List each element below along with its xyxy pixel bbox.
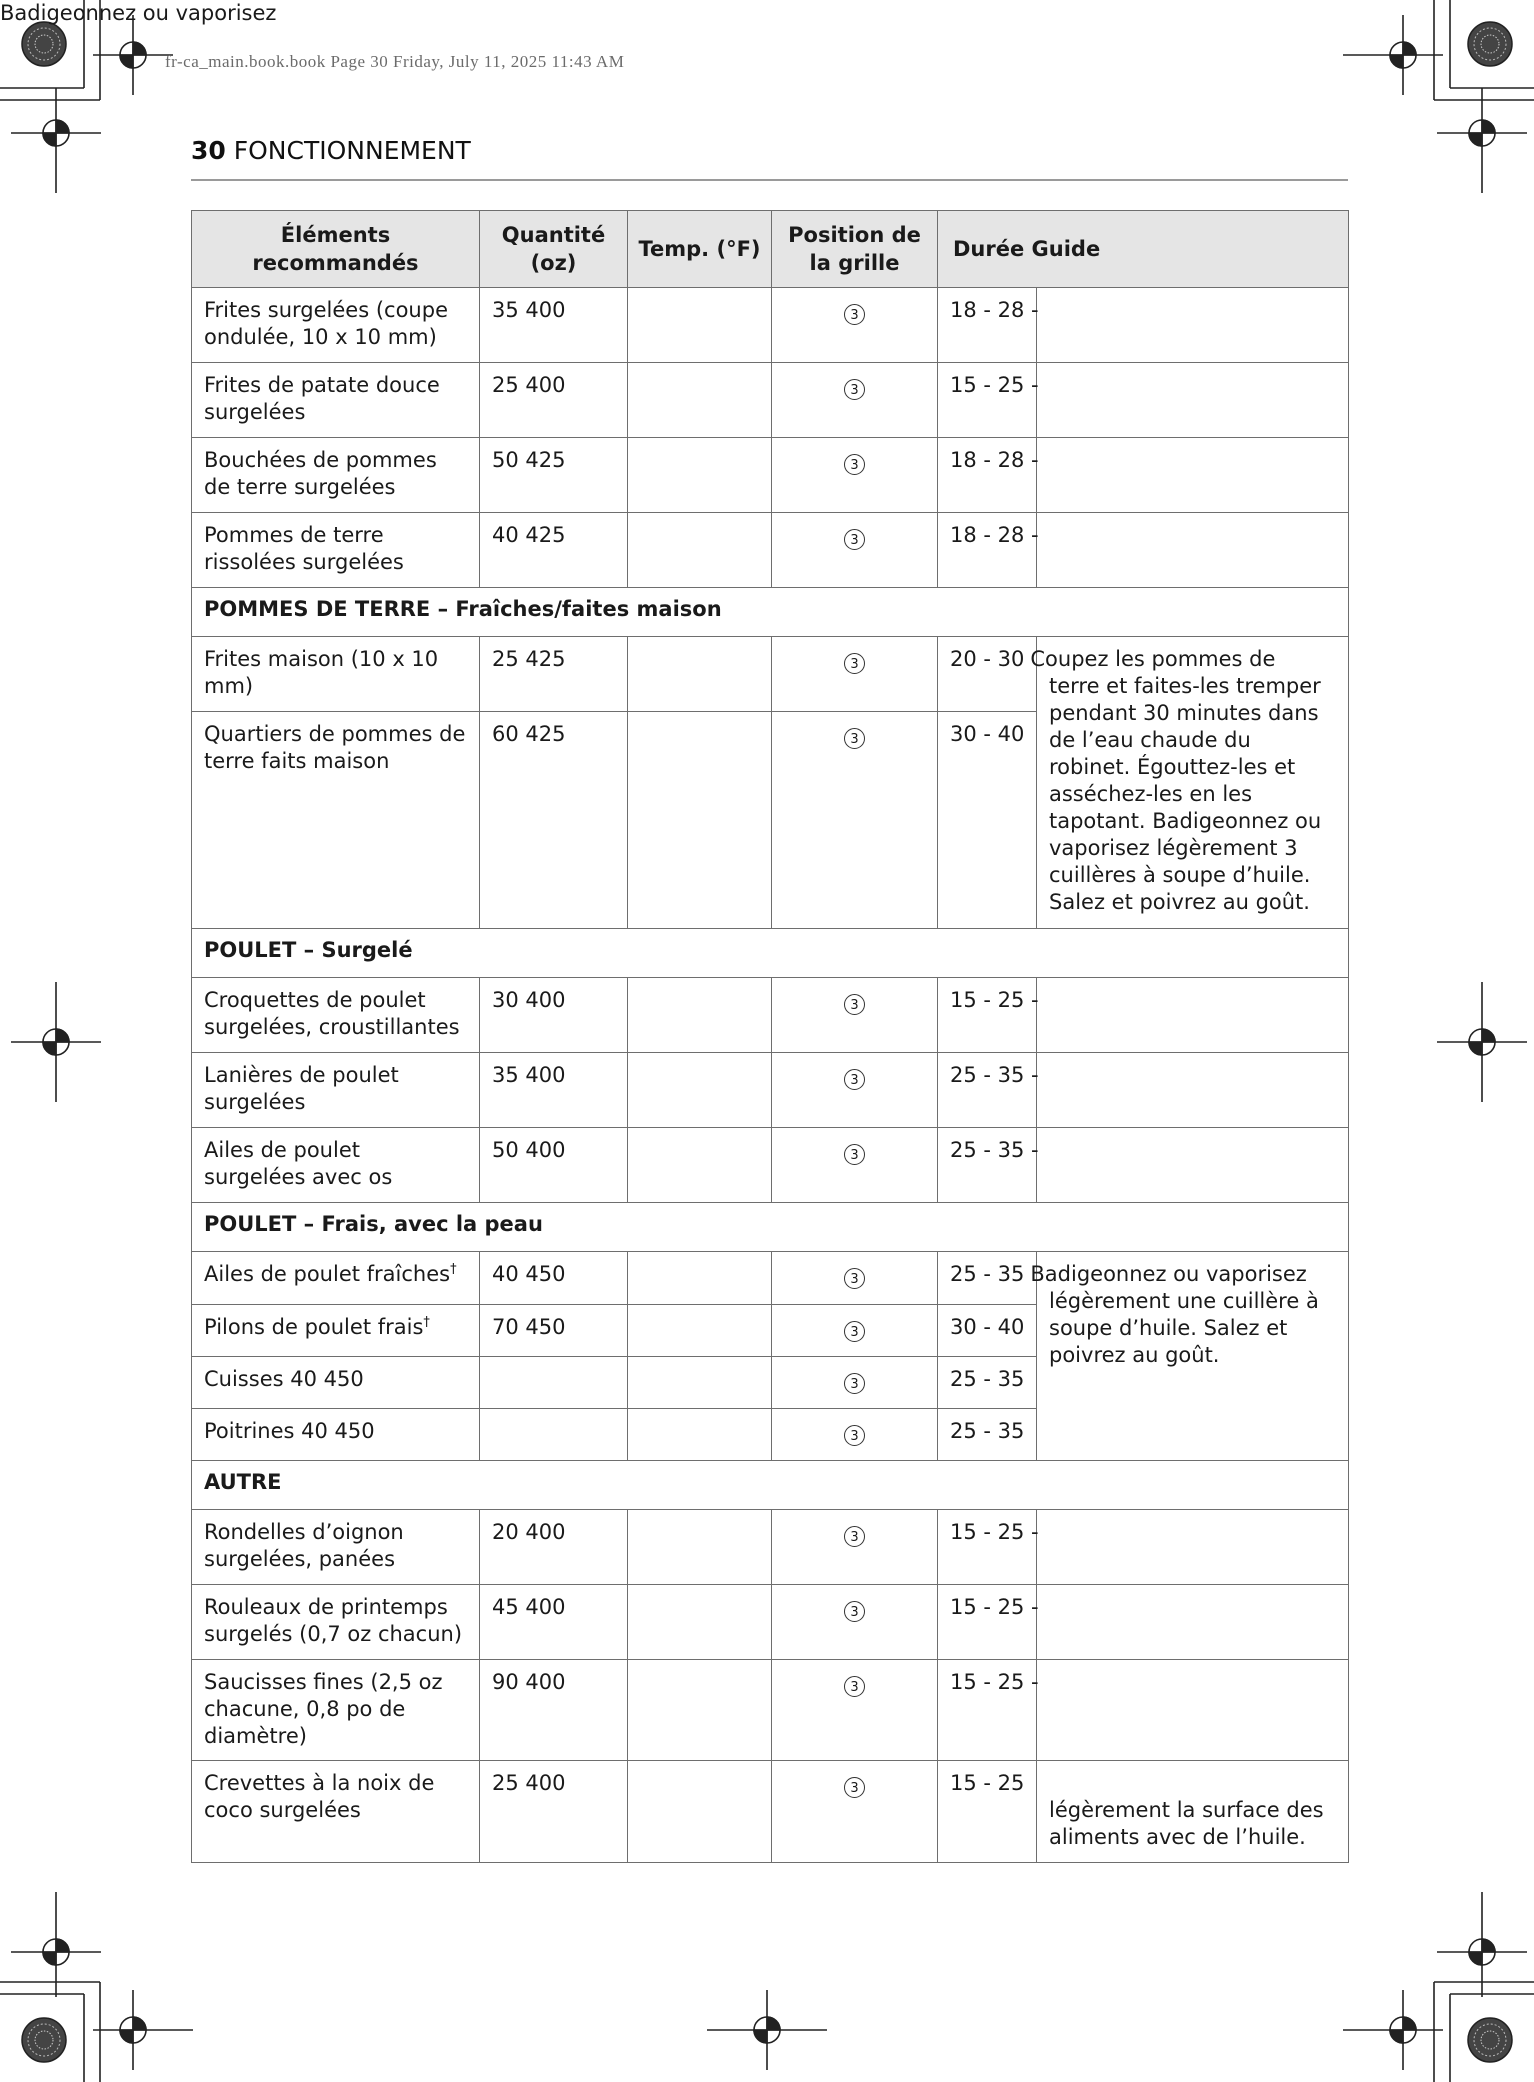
rack-position-3-icon: 3 (844, 1601, 865, 1622)
quantity-cell: 30 400 (480, 978, 628, 1053)
quantity-cell: 40 450 (480, 1252, 628, 1305)
rack-position-3-icon: 3 (844, 1425, 865, 1446)
duration-cell: 25 - 35 (938, 1252, 1037, 1305)
quantity-cell: 25 400 (480, 1761, 628, 1863)
duration-cell: 18 - 28 - (938, 438, 1037, 513)
tip-cell (1037, 1585, 1349, 1660)
rack-position-3-icon: 3 (844, 1373, 865, 1394)
tip-cell (1037, 637, 1349, 929)
category-label: POULET – Frais, avec la peau (192, 1203, 1349, 1252)
item-cell: Cuisses 40 450 (192, 1357, 480, 1409)
quantity-cell: 50 400 (480, 1128, 628, 1203)
cooking-guide-table (191, 210, 1349, 1863)
temperature-cell (628, 1252, 772, 1305)
duration-cell: 15 - 25 - (938, 1585, 1037, 1660)
temperature-cell (628, 637, 772, 712)
tip-cell (1037, 288, 1349, 363)
duration-cell: 15 - 25 - (938, 978, 1037, 1053)
temperature-cell (628, 288, 772, 363)
rack-position-cell (772, 1305, 938, 1357)
table-row (192, 978, 1349, 1053)
item-cell: Frites de patate douce surgelées (192, 363, 480, 438)
rack-position-3-icon: 3 (844, 529, 865, 550)
item-cell: Bouchées de pommes de terre surgelées (192, 438, 480, 513)
header-item: Éléments recommandés (192, 211, 480, 288)
tip-cell (1037, 1128, 1349, 1203)
duration-cell: 15 - 25 - (938, 1660, 1037, 1761)
tip-text-first-chicken: Badigeonnez ou vaporisez (1030, 1261, 1307, 1286)
quantity-cell: 90 400 (480, 1660, 628, 1761)
tip-cell (1037, 1660, 1349, 1761)
table-row (192, 1660, 1349, 1761)
table-row (192, 1128, 1349, 1203)
temperature-cell (628, 712, 772, 929)
tip-cell (1037, 438, 1349, 513)
rack-position-cell (772, 978, 938, 1053)
header-quantity: Quantité (oz) (480, 211, 628, 288)
footnote-mark: † (423, 1315, 430, 1330)
tip-text-rest: terre et faites-les tremper pendant 30 minutes dans de l’eau chaude du robinet. Égouttez-les et asséchez-les en les tapotant. Badigeonnez ou vaporisez légèrement 3 cuillères à soupe d’huile. Salez et poivrez au goût. (1049, 674, 1322, 914)
quantity-cell: 25 425 (480, 637, 628, 712)
header-temperature: Temp. (°F) (628, 211, 772, 288)
temperature-cell (628, 1128, 772, 1203)
rack-position-cell (772, 1409, 938, 1461)
tip-cell (1037, 978, 1349, 1053)
rack-position-cell (772, 637, 938, 712)
item-label: Pilons de poulet frais (204, 1315, 424, 1339)
category-row (192, 929, 1349, 978)
rack-position-cell (772, 438, 938, 513)
duration-cell: 20 - 30 (938, 637, 1037, 712)
rack-position-3-icon: 3 (844, 994, 865, 1015)
rack-position-3-icon: 3 (844, 1268, 865, 1289)
item-cell (192, 1305, 480, 1357)
rack-position-cell (772, 1761, 938, 1863)
duration-cell: 18 - 28 - (938, 288, 1037, 363)
item-cell: Crevettes à la noix de coco surgelées (192, 1761, 480, 1863)
section-title: FONCTIONNEMENT (233, 136, 471, 165)
item-cell: Saucisses fines (2,5 oz chacune, 0,8 po de diamètre) (192, 1660, 480, 1761)
rack-position-3-icon: 3 (844, 653, 865, 674)
duration-cell: 15 - 25 - (938, 363, 1037, 438)
temperature-cell (628, 1660, 772, 1761)
temperature-cell (628, 1305, 772, 1357)
table-row (192, 1053, 1349, 1128)
rack-position-3-icon: 3 (844, 1777, 865, 1798)
duration-cell: 25 - 35 - (938, 1128, 1037, 1203)
rack-position-3-icon: 3 (844, 1526, 865, 1547)
temperature-cell (628, 1510, 772, 1585)
rack-position-cell (772, 712, 938, 929)
tip-cell (1037, 1510, 1349, 1585)
category-row (192, 1461, 1349, 1510)
tip-cell (1037, 363, 1349, 438)
item-cell: Poitrines 40 450 (192, 1409, 480, 1461)
duration-cell: 15 - 25 (938, 1761, 1037, 1863)
duration-cell: 15 - 25 - (938, 1510, 1037, 1585)
rack-position-3-icon: 3 (844, 1069, 865, 1090)
item-cell: Pommes de terre rissolées surgelées (192, 513, 480, 588)
item-cell: Frites surgelées (coupe ondulée, 10 x 10 mm) (192, 288, 480, 363)
tip-text-rest: légèrement la surface des aliments avec de l’huile. (1049, 1798, 1324, 1849)
item-cell: Croquettes de poulet surgelées, croustillantes (192, 978, 480, 1053)
rack-position-3-icon: 3 (844, 1321, 865, 1342)
quantity-cell: 60 425 (480, 712, 628, 929)
rack-position-3-icon: 3 (844, 379, 865, 400)
table-header-row (192, 211, 1349, 288)
rack-position-3-icon: 3 (844, 1144, 865, 1165)
rack-position-3-icon: 3 (844, 454, 865, 475)
quantity-cell: 70 450 (480, 1305, 628, 1357)
tip-text-first-shrimp: Badigeonnez ou vaporisez (0, 1, 277, 25)
tip-cell (1037, 1761, 1349, 1863)
rack-position-cell (772, 1128, 938, 1203)
temperature-cell (628, 1585, 772, 1660)
rack-position-3-icon: 3 (844, 304, 865, 325)
temperature-cell (628, 1761, 772, 1863)
rack-position-3-icon: 3 (844, 728, 865, 749)
rack-position-cell (772, 513, 938, 588)
quantity-cell: 50 425 (480, 438, 628, 513)
duration-cell: 30 - 40 (938, 712, 1037, 929)
header-rule (191, 179, 1348, 181)
page-header (191, 136, 471, 165)
item-cell: Frites maison (10 x 10 mm) (192, 637, 480, 712)
quantity-cell (480, 1409, 628, 1461)
tip-text-rest: légèrement une cuillère à soupe d’huile. Salez et poivrez au goût. (1049, 1289, 1319, 1367)
duration-cell: 25 - 35 (938, 1409, 1037, 1461)
table-row (192, 288, 1349, 363)
rack-position-cell (772, 288, 938, 363)
quantity-cell: 45 400 (480, 1585, 628, 1660)
item-cell: Rondelles d’oignon surgelées, panées (192, 1510, 480, 1585)
temperature-cell (628, 1409, 772, 1461)
quantity-cell: 25 400 (480, 363, 628, 438)
temperature-cell (628, 363, 772, 438)
table-row (192, 438, 1349, 513)
rack-position-3-icon: 3 (844, 1676, 865, 1697)
temperature-cell (628, 1357, 772, 1409)
item-cell (192, 1252, 480, 1305)
quantity-cell (480, 1357, 628, 1409)
header-duration: Durée Guide (938, 211, 1349, 288)
item-cell: Quartiers de pommes de terre faits maison (192, 712, 480, 929)
category-row (192, 1203, 1349, 1252)
rack-position-cell (772, 1585, 938, 1660)
item-cell: Rouleaux de printemps surgelés (0,7 oz chacun) (192, 1585, 480, 1660)
quantity-cell: 40 425 (480, 513, 628, 588)
page-number: 30 (191, 136, 226, 165)
category-label: POULET – Surgelé (192, 929, 1349, 978)
rack-position-cell (772, 1510, 938, 1585)
quantity-cell: 35 400 (480, 288, 628, 363)
table-row (192, 1761, 1349, 1863)
duration-cell: 30 - 40 (938, 1305, 1037, 1357)
category-label: POMMES DE TERRE – Fraîches/faites maison (192, 588, 1349, 637)
rack-position-cell (772, 1252, 938, 1305)
item-cell: Lanières de poulet surgelées (192, 1053, 480, 1128)
item-cell: Ailes de poulet surgelées avec os (192, 1128, 480, 1203)
quantity-cell: 35 400 (480, 1053, 628, 1128)
quantity-cell: 20 400 (480, 1510, 628, 1585)
temperature-cell (628, 1053, 772, 1128)
temperature-cell (628, 513, 772, 588)
item-label: Ailes de poulet fraîches (204, 1262, 451, 1286)
category-label: AUTRE (192, 1461, 1349, 1510)
rack-position-cell (772, 1660, 938, 1761)
temperature-cell (628, 438, 772, 513)
table-row (192, 363, 1349, 438)
category-row (192, 588, 1349, 637)
rack-position-cell (772, 1357, 938, 1409)
duration-cell: 18 - 28 - (938, 513, 1037, 588)
footnote-mark: † (450, 1262, 457, 1277)
table-row (192, 1585, 1349, 1660)
header-rack-position: Position de la grille (772, 211, 938, 288)
tip-cell (1037, 513, 1349, 588)
rack-position-cell (772, 1053, 938, 1128)
rack-position-cell (772, 363, 938, 438)
duration-cell: 25 - 35 - (938, 1053, 1037, 1128)
duration-cell: 25 - 35 (938, 1357, 1037, 1409)
tip-cell (1037, 1053, 1349, 1128)
table-row (192, 1510, 1349, 1585)
temperature-cell (628, 978, 772, 1053)
table-row (192, 513, 1349, 588)
print-slug: fr-ca_main.book.book Page 30 Friday, July 11, 2025 11:43 AM (165, 52, 625, 71)
tip-text-first-potatoes: Coupez les pommes de (1030, 646, 1276, 671)
